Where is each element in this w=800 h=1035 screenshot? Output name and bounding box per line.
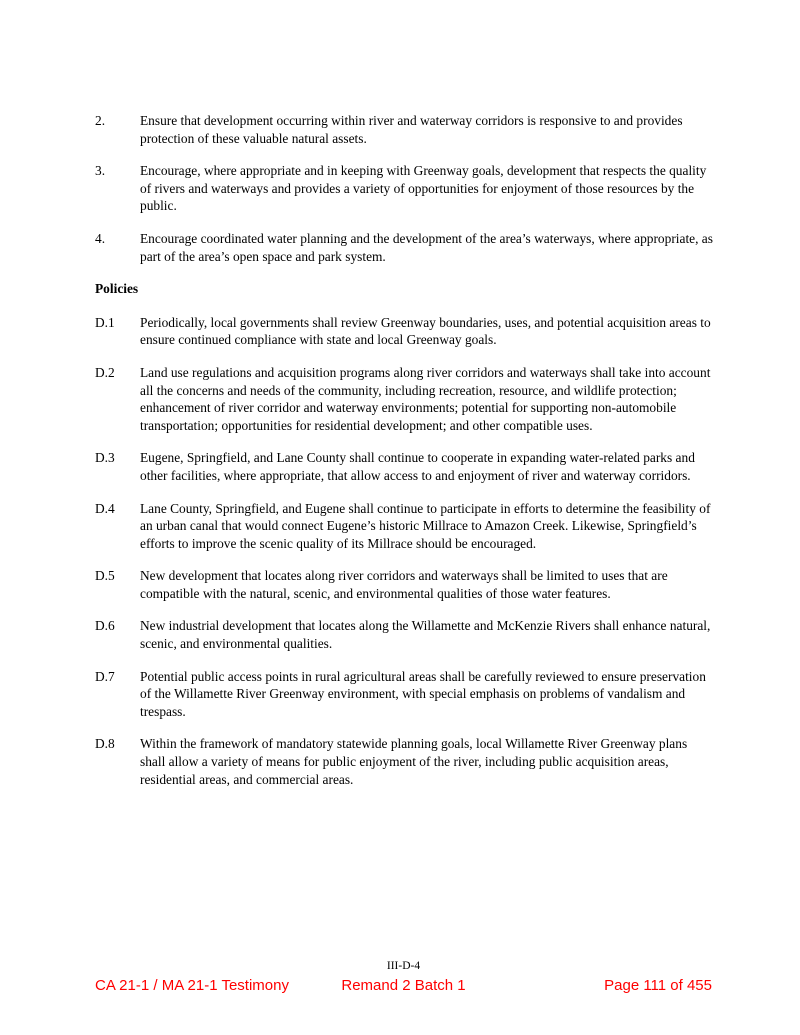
policy-text: Eugene, Springfield, and Lane County shall continue to cooperate in expanding water-related parks and other facilities, where appropriate, that allow access to and enjoyment of river and waterway corridors.	[140, 450, 695, 483]
policy-item	[95, 567, 713, 602]
footer-testimony-label: CA 21-1 / MA 21-1 Testimony	[95, 977, 289, 994]
list-item	[95, 162, 713, 215]
policy-text: New development that locates along river corridors and waterways shall be limited to uses that are compatible with the natural, scenic, and environmental qualities of those water features.	[140, 568, 668, 601]
policy-text: Periodically, local governments shall review Greenway boundaries, uses, and potential acquisition areas to ensure continued compliance with state and local Greenway goals.	[140, 314, 711, 348]
document-content	[95, 112, 713, 803]
policy-number: D.3	[95, 450, 115, 466]
policy-number: D.7	[95, 668, 115, 684]
policy-item	[95, 314, 713, 349]
policy-number: D.5	[95, 568, 115, 584]
policies-list	[95, 314, 713, 788]
list-item	[95, 112, 713, 147]
policy-text: New industrial development that locates along the Willamette and McKenzie Rivers shall enhance natural, scenic, and environmental qualities.	[140, 618, 711, 652]
item-number: 3.	[95, 163, 106, 179]
policy-number: D.6	[95, 618, 115, 634]
page-footer	[95, 976, 712, 995]
footer-page-number: Page 111 of 455	[604, 977, 712, 994]
policy-number: D.2	[95, 364, 115, 380]
item-text: Ensure that development occurring within river and waterway corridors is responsive to and provides protection of these valuable natural assets.	[140, 113, 683, 146]
policy-item	[95, 500, 713, 553]
policy-item	[95, 449, 713, 484]
policy-number: D.4	[95, 500, 115, 516]
goals-list	[95, 112, 713, 265]
policy-number: D.8	[95, 736, 115, 752]
list-item	[95, 230, 713, 265]
policies-heading: Policies	[95, 281, 139, 297]
policy-text: Lane County, Springfield, and Eugene shall continue to participate in efforts to determine the feasibility of an urban canal that would connect Eugene’s historic Millrace to Amazon Creek. Likewise, Springfield’s efforts to improve the scenic quality of its Millrace should be encouraged.	[140, 500, 711, 551]
footer-batch-label: Remand 2 Batch 1	[341, 977, 466, 994]
policy-item	[95, 668, 713, 721]
policy-text: Land use regulations and acquisition programs along river corridors and waterways shall take into account all the concerns and needs of the community, including recreation, resource, and wildlife protection; enhancement of river corridor and waterway environments; potential for supporting non-automobile transportation; opportunities for residential development; and other compatible uses.	[140, 364, 711, 433]
policy-item	[95, 735, 713, 788]
policy-item	[95, 364, 713, 434]
item-text: Encourage coordinated water planning and the development of the area’s waterways, where appropriate, as part of the area’s open space and park system.	[140, 230, 713, 264]
page-code: III-D-4	[386, 960, 421, 972]
item-number: 4.	[95, 230, 106, 246]
policy-text: Within the framework of mandatory statewide planning goals, local Willamette River Greenway plans shall allow a variety of means for public enjoyment of the river, including public acquisition areas, residential areas, and commercial areas.	[140, 736, 688, 787]
item-number: 2.	[95, 113, 106, 128]
policy-number: D.1	[95, 314, 115, 330]
policy-text: Potential public access points in rural agricultural areas shall be carefully reviewed to ensure preservation of the Willamette River Greenway environment, with special emphasis on problems of vandalism and trespass.	[140, 668, 706, 719]
policy-item	[95, 617, 713, 652]
item-text: Encourage, where appropriate and in keeping with Greenway goals, development that respects the quality of rivers and waterways and provides a variety of opportunities for enjoyment of those resources by the public.	[140, 163, 707, 214]
